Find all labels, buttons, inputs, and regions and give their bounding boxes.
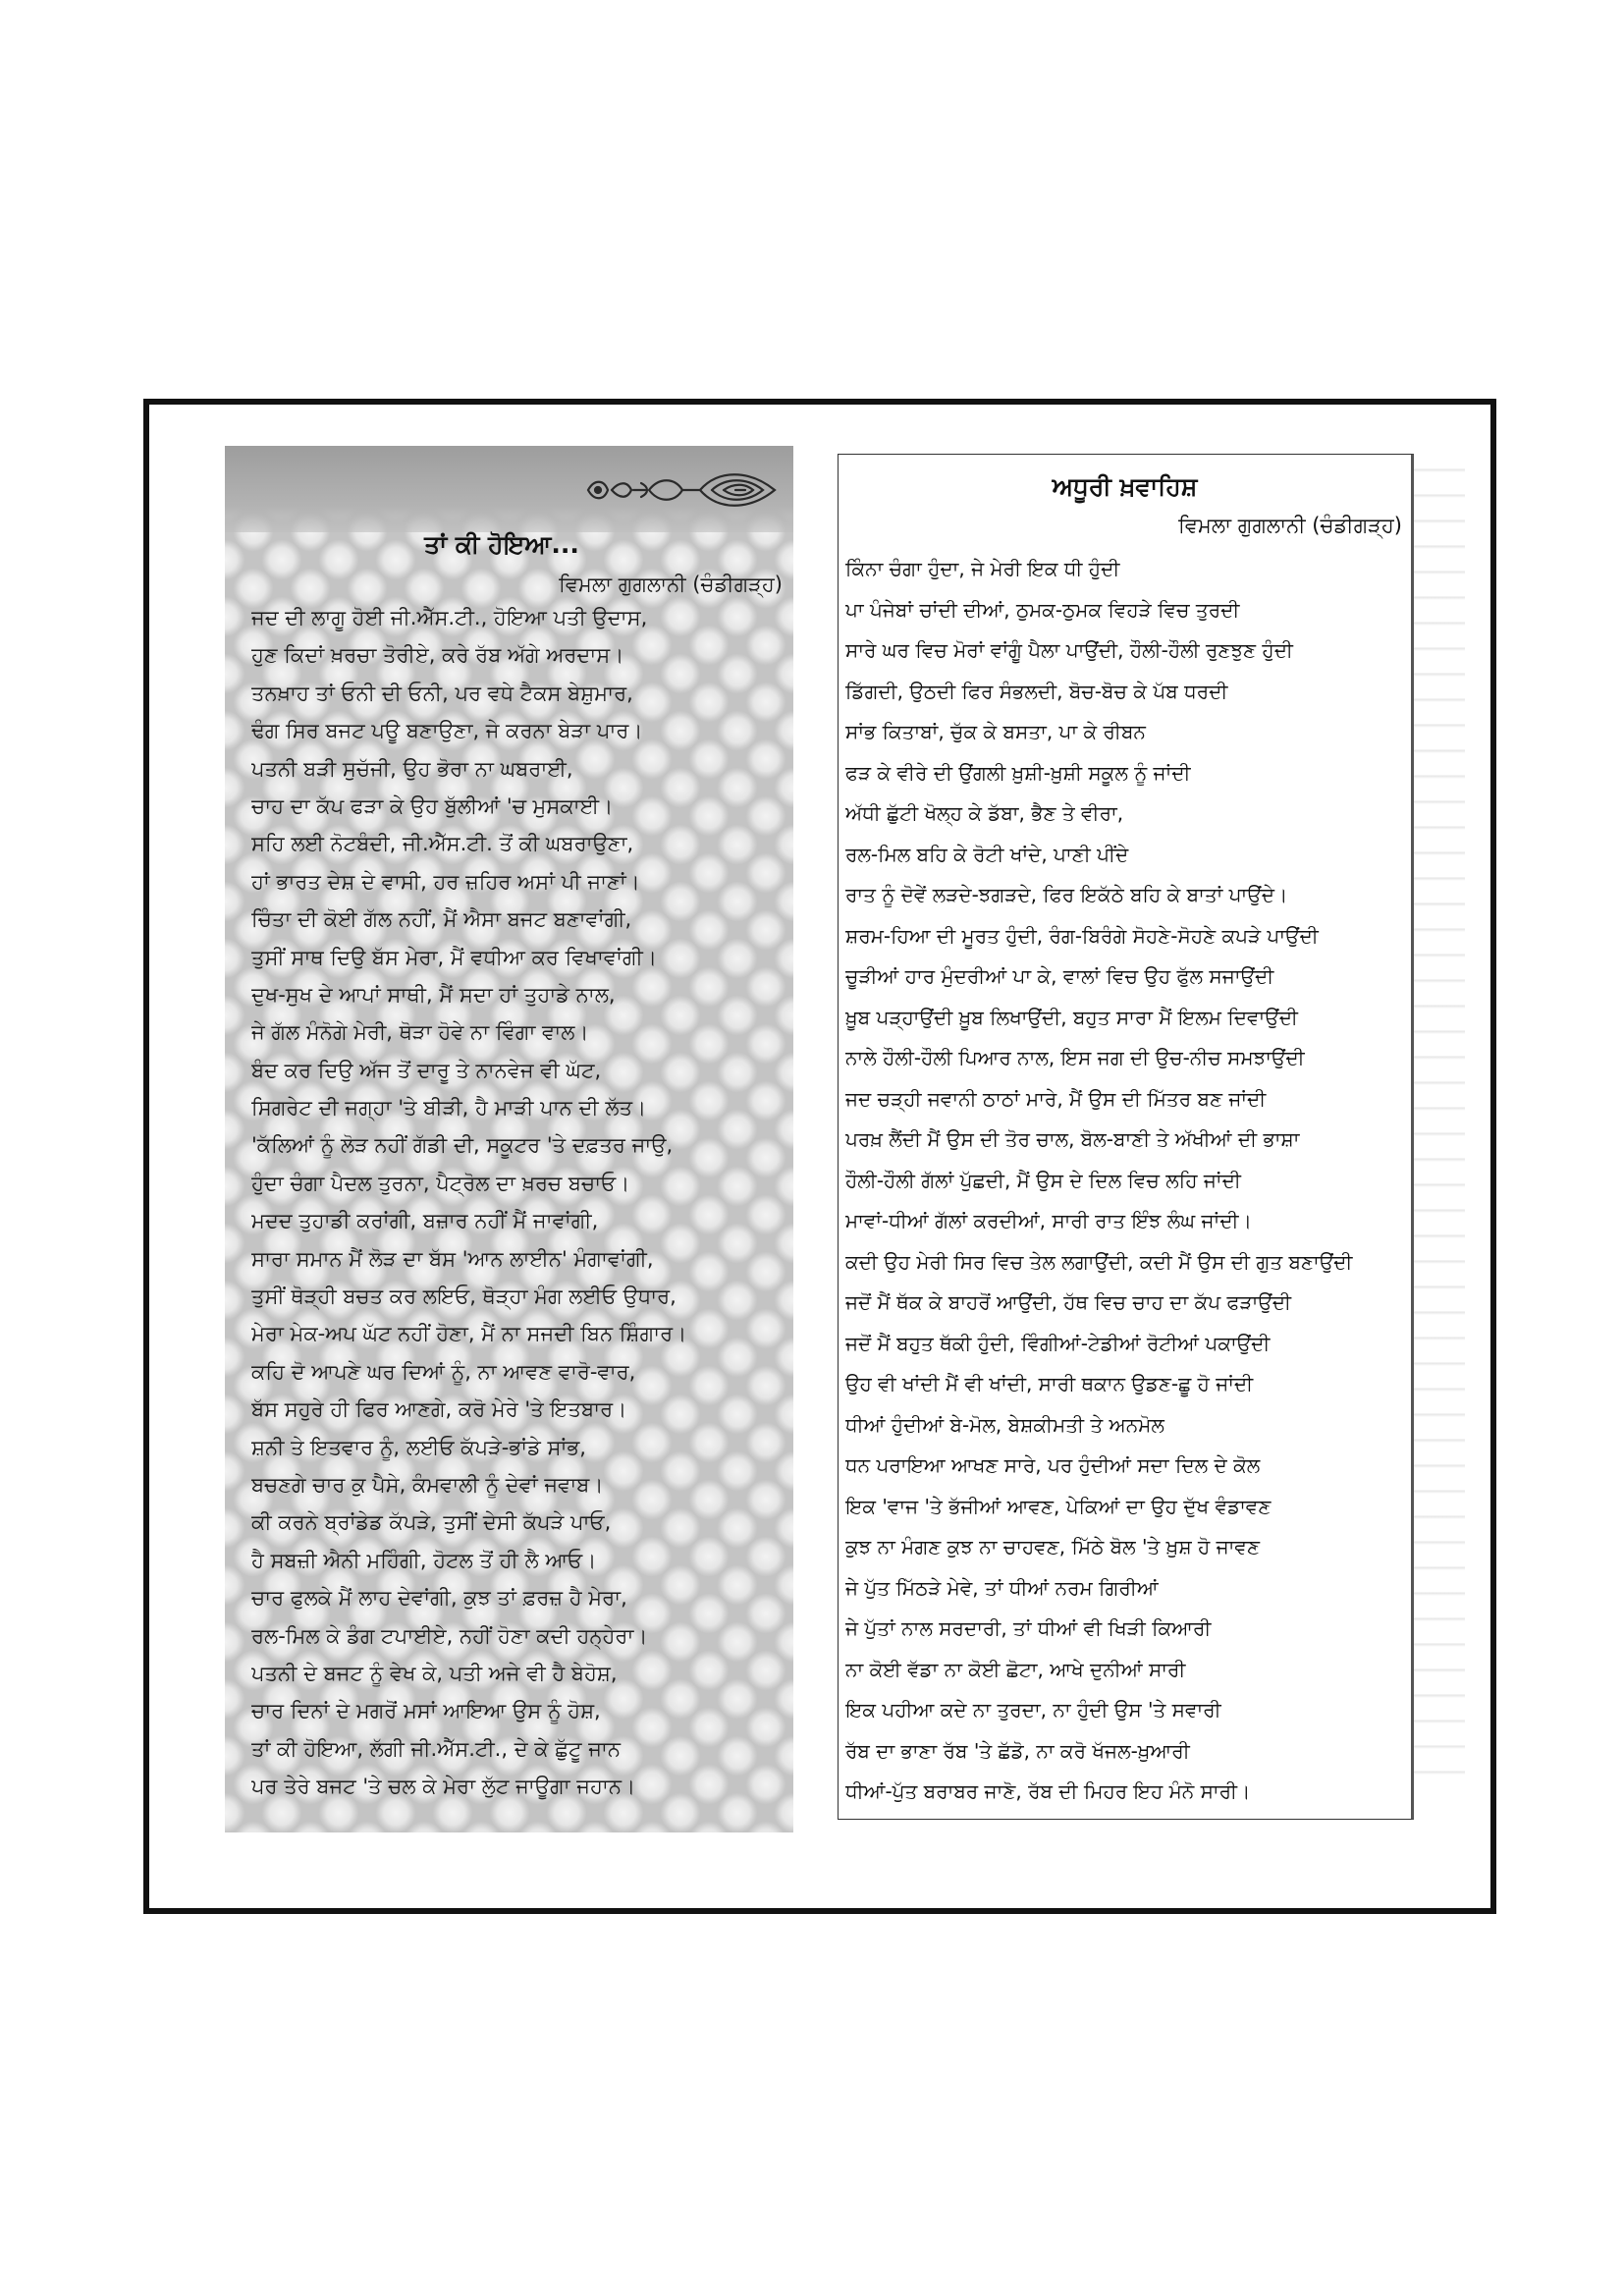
poem-line: ਨਾ ਕੋਈ ਵੱਡਾ ਨਾ ਕੋਈ ਛੋਟਾ, ਆਖੇ ਦੁਨੀਆਂ ਸਾਰੀ bbox=[845, 1657, 1186, 1681]
poem-line: ਸਿਗਰੇਟ ਦੀ ਜਗ੍ਹਾ 'ਤੇ ਬੀੜੀ, ਹੈ ਮਾੜੀ ਪਾਨ ਦੀ ਲੱਤ। bbox=[251, 1096, 647, 1121]
poem-line: ਚਾਰ ਫੁਲਕੇ ਮੈਂ ਲਾਹ ਦੇਵਾਂਗੀ, ਕੁਝ ਤਾਂ ਫ਼ਰਜ਼ ਹੈ ਮੇਰਾ, bbox=[251, 1586, 627, 1611]
poem-line: ਕਹਿ ਦੋ ਆਪਣੇ ਘਰ ਦਿਆਂ ਨੂੰ, ਨਾ ਆਵਣ ਵਾਰੋ-ਵਾਰ, bbox=[251, 1359, 636, 1384]
poem-line: ਤਾਂ ਕੀ ਹੋਇਆ, ਲੱਗੀ ਜੀ.ਐੱਸ.ਟੀ., ਦੇ ਕੇ ਛੁੱਟੂ ਜਾਨ bbox=[251, 1736, 622, 1761]
poem-line: ਪਤਨੀ ਦੇ ਬਜਟ ਨੂੰ ਵੇਖ ਕੇ, ਪਤੀ ਅਜੇ ਵੀ ਹੈ ਬੇਹੋਸ਼, bbox=[251, 1661, 618, 1685]
poem-line: ਜਦੋਂ ਮੈਂ ਥੱਕ ਕੇ ਬਾਹਰੋਂ ਆਉਂਦੀ, ਹੱਥ ਵਿਚ ਚਾਹ ਦਾ ਕੱਪ ਫੜਾਉਂਦੀ bbox=[845, 1290, 1292, 1314]
poem-line: ਜੇ ਪੁੱਤ ਮਿੱਠੜੇ ਮੇਵੇ, ਤਾਂ ਧੀਆਂ ਨਰਮ ਗਿਰੀਆਂ bbox=[845, 1575, 1159, 1600]
poem-line: ਹੌਲੀ-ਹੌਲੀ ਗੱਲਾਂ ਪੁੱਛਦੀ, ਮੈਂ ਉਸ ਦੇ ਦਿਲ ਵਿਚ ਲਹਿ ਜਾਂਦੀ bbox=[845, 1168, 1241, 1192]
poem-title: ਤਾਂ ਕੀ ਹੋਇਆ... bbox=[424, 530, 579, 559]
poem-line: ਸਾਰਾ ਸਮਾਨ ਮੈਂ ਲੋੜ ਦਾ ਬੱਸ 'ਆਨ ਲਾਈਨ' ਮੰਗਾਵਾਂਗੀ, bbox=[251, 1246, 654, 1271]
poem-line: ਹਾਂ ਭਾਰਤ ਦੇਸ਼ ਦੇ ਵਾਸੀ, ਹਰ ਜ਼ਹਿਰ ਅਸਾਂ ਪੀ ਜਾਣਾਂ। bbox=[251, 869, 640, 894]
poem-line: ਚੂੜੀਆਂ ਹਾਰ ਮੁੰਦਰੀਆਂ ਪਾ ਕੇ, ਵਾਲਾਂ ਵਿਚ ਉਹ ਫੁੱਲ ਸਜਾਉਂਦੀ bbox=[845, 964, 1274, 988]
poem-line: ਖ਼ੂਬ ਪੜ੍ਹਾਉਂਦੀ ਖ਼ੂਬ ਲਿਖਾਉਂਦੀ, ਬਹੁਤ ਸਾਰਾ ਮੈਂ ਇਲਮ ਦਿਵਾਉਂਦੀ bbox=[845, 1005, 1298, 1029]
poem-line: ਸਾਰੇ ਘਰ ਵਿਚ ਮੋਰਾਂ ਵਾਂਗੂੰ ਪੈਲਾ ਪਾਉਂਦੀ, ਹੌਲੀ-ਹੌਲੀ ਰੁਣਝੁਣ ਹੁੰਦੀ bbox=[845, 638, 1293, 662]
poem-line: ਰਲ-ਮਿਲ ਬਹਿ ਕੇ ਰੋਟੀ ਖਾਂਦੇ, ਪਾਣੀ ਪੀਂਦੇ bbox=[845, 842, 1129, 866]
poem-line: ਫੜ ਕੇ ਵੀਰੇ ਦੀ ਉਂਗਲੀ ਖ਼ੁਸ਼ੀ-ਖ਼ੁਸ਼ੀ ਸਕੂਲ ਨੂੰ ਜਾਂਦੀ bbox=[845, 760, 1191, 785]
poem-line: ਜੇ ਗੱਲ ਮੰਨੋਗੇ ਮੇਰੀ, ਥੋੜਾ ਹੋਵੇ ਨਾ ਵਿੰਗਾ ਵਾਲ। bbox=[251, 1020, 589, 1045]
poem-line: ਪਾ ਪੰਜੇਬਾਂ ਚਾਂਦੀ ਦੀਆਂ, ਠੁਮਕ-ਠੁਮਕ ਵਿਹੜੇ ਵਿਚ ਤੁਰਦੀ bbox=[845, 597, 1240, 622]
poem-line: ਚਾਰ ਦਿਨਾਂ ਦੇ ਮਗਰੋਂ ਮਸਾਂ ਆਇਆ ਉਸ ਨੂੰ ਹੋਸ਼, bbox=[251, 1699, 601, 1723]
poem-line: ਨਾਲੇ ਹੌਲੀ-ਹੌਲੀ ਪਿਆਰ ਨਾਲ, ਇਸ ਜਗ ਦੀ ਉਚ-ਨੀਚ ਸਮਝਾਉਂਦੀ bbox=[845, 1046, 1305, 1069]
poem-line: ਕੀ ਕਰਨੇ ਬ੍ਰਾਂਡੇਡ ਕੱਪੜੇ, ਤੁਸੀਂ ਦੇਸੀ ਕੱਪੜੇ ਪਾਓ, bbox=[251, 1510, 612, 1535]
poem-line: ਕਦੀ ਉਹ ਮੇਰੀ ਸਿਰ ਵਿਚ ਤੇਲ ਲਗਾਉਂਦੀ, ਕਦੀ ਮੈਂ ਉਸ ਦੀ ਗੁਤ ਬਣਾਉਂਦੀ bbox=[845, 1249, 1353, 1274]
poem-line: ਤੁਸੀਂ ਸਾਥ ਦਿਉ ਬੱਸ ਮੇਰਾ, ਮੈਂ ਵਧੀਆ ਕਰ ਵਿਖਾਵਾਂਗੀ। bbox=[251, 945, 658, 969]
poem-line: ਤੁਸੀਂ ਥੋੜ੍ਹੀ ਬਚਤ ਕਰ ਲਇਓ, ਥੋੜ੍ਹਾ ਮੰਗ ਲਈਓ ਉਧਾਰ, bbox=[251, 1285, 677, 1309]
poem-author: ਵਿਮਲਾ ਗੁਗਲਾਨੀ (ਚੰਡੀਗੜ੍ਹ) bbox=[1178, 514, 1402, 537]
poem-line: ਧਨ ਪਰਾਇਆ ਆਖਣ ਸਾਰੇ, ਪਰ ਹੁੰਦੀਆਂ ਸਦਾ ਦਿਲ ਦੇ ਕੋਲ bbox=[845, 1453, 1261, 1477]
poem-line: ਸ਼ਰਮ-ਹਿਆ ਦੀ ਮੂਰਤ ਹੁੰਦੀ, ਰੰਗ-ਬਿਰੰਗੇ ਸੋਹਣੇ-ਸੋਹਣੇ ਕਪੜੇ ਪਾਉਂਦੀ bbox=[845, 923, 1319, 948]
poem-line: ਮਦਦ ਤੁਹਾਡੀ ਕਰਾਂਗੀ, ਬਜ਼ਾਰ ਨਹੀਂ ਮੈਂ ਜਾਵਾਂਗੀ, bbox=[251, 1209, 599, 1233]
poem-line: ਉਹ ਵੀ ਖਾਂਦੀ ਮੈਂ ਵੀ ਖਾਂਦੀ, ਸਾਰੀ ਥਕਾਨ ਉਡਣ-ਛੂ ਹੋ ਜਾਂਦੀ bbox=[845, 1372, 1254, 1395]
poem-line: ਰੱਬ ਦਾ ਭਾਣਾ ਰੱਬ 'ਤੇ ਛੱਡੋ, ਨਾ ਕਰੋ ਖੱਜਲ-ਖ਼ੁਆਰੀ bbox=[845, 1738, 1190, 1763]
poem-line: ਸਹਿ ਲਈ ਨੋਟਬੰਦੀ, ਜੀ.ਐੱਸ.ਟੀ. ਤੋਂ ਕੀ ਘਬਰਾਉਣਾ, bbox=[251, 832, 634, 856]
floral-ornament-icon bbox=[580, 467, 785, 513]
poem-line: 'ਕੱਲਿਆਂ ਨੂੰ ਲੋੜ ਨਹੀਂ ਗੱਡੀ ਦੀ, ਸਕੂਟਰ 'ਤੇ ਦਫ਼ਤਰ ਜਾਉ, bbox=[251, 1133, 674, 1158]
poem-line: ਜਦ ਦੀ ਲਾਗੂ ਹੋਈ ਜੀ.ਐੱਸ.ਟੀ., ਹੋਇਆ ਪਤੀ ਉਦਾਸ, bbox=[251, 606, 648, 629]
poem-line: ਇਕ 'ਵਾਜ 'ਤੇ ਭੱਜੀਆਂ ਆਵਣ, ਪੇਕਿਆਂ ਦਾ ਉਹ ਦੁੱਖ ਵੰਡਾਵਣ bbox=[845, 1494, 1272, 1518]
poem-line: ਹੁੰਦਾ ਚੰਗਾ ਪੈਦਲ ਤੁਰਨਾ, ਪੈਟ੍ਰੋਲ ਦਾ ਖ਼ਰਚ ਬਚਾਓ। bbox=[251, 1171, 630, 1195]
poem-line: ਜਦੋਂ ਮੈਂ ਬਹੁਤ ਥੱਕੀ ਹੁੰਦੀ, ਵਿੰਗੀਆਂ-ਟੇਡੀਆਂ ਰੋਟੀਆਂ ਪਕਾਉਂਦੀ bbox=[845, 1331, 1271, 1355]
poem-line: ਢੰਗ ਸਿਰ ਬਜਟ ਪਊ ਬਣਾਉਣਾ, ਜੇ ਕਰਨਾ ਬੇੜਾ ਪਾਰ। bbox=[251, 719, 643, 743]
poem-line: ਕੁਝ ਨਾ ਮੰਗਣ ਕੁਝ ਨਾ ਚਾਹਵਣ, ਮਿੱਠੇ ਬੋਲ 'ਤੇ ਖ਼ੁਸ਼ ਹੋ ਜਾਵਣ bbox=[845, 1535, 1260, 1558]
poem-line: ਸਾਂਭ ਕਿਤਾਬਾਂ, ਚੁੱਕ ਕੇ ਬਸਤਾ, ਪਾ ਕੇ ਰੀਬਨ bbox=[845, 720, 1146, 743]
poem-line: ਚਿੰਤਾ ਦੀ ਕੋਈ ਗੱਲ ਨਹੀਂ, ਮੈਂ ਐਸਾ ਬਜਟ ਬਣਾਵਾਂਗੀ, bbox=[251, 907, 632, 932]
poem-line: ਬਚਣਗੇ ਚਾਰ ਕੁ ਪੈਸੇ, ਕੰਮਵਾਲੀ ਨੂੰ ਦੇਵਾਂ ਜਵਾਬ। bbox=[251, 1472, 604, 1497]
left-clipping bbox=[225, 446, 793, 1832]
poem-author: ਵਿਮਲਾ ਗੁਗਲਾਨੀ (ਚੰਡੀਗੜ੍ਹ) bbox=[559, 573, 783, 596]
poem-line: ਕਿੰਨਾ ਚੰਗਾ ਹੁੰਦਾ, ਜੇ ਮੇਰੀ ਇਕ ਧੀ ਹੁੰਦੀ bbox=[845, 557, 1120, 580]
poem-line: ਮੇਰਾ ਮੇਕ-ਅਪ ਘੱਟ ਨਹੀਂ ਹੋਣਾ, ਮੈਂ ਨਾ ਸਜਦੀ ਬਿਨ ਸ਼ਿੰਗਾਰ। bbox=[251, 1322, 687, 1346]
poem-line: ਸ਼ਨੀ ਤੇ ਇਤਵਾਰ ਨੂੰ, ਲਈਓ ਕੱਪੜੇ-ਭਾਂਡੇ ਸਾਂਭ, bbox=[251, 1435, 586, 1459]
scan-bleed-through bbox=[1414, 447, 1465, 1782]
poem-line: ਅੱਧੀ ਛੁੱਟੀ ਖੋਲ੍ਹ ਕੇ ਡੱਬਾ, ਭੈਣ ਤੇ ਵੀਰਾ, bbox=[845, 801, 1124, 825]
poem-body bbox=[845, 549, 1408, 1813]
poem-line: ਪਤਨੀ ਬੜੀ ਸੁਚੱਜੀ, ਉਹ ਭੋਰਾ ਨਾ ਘਬਰਾਈ, bbox=[251, 756, 573, 781]
poem-line: ਬੱਸ ਸਹੁਰੇ ਹੀ ਫਿਰ ਆਣਗੇ, ਕਰੋ ਮੇਰੇ 'ਤੇ ਇਤਬਾਰ। bbox=[251, 1397, 627, 1422]
poem-line: ਹੈ ਸਬਜ਼ੀ ਐਨੀ ਮਹਿੰਗੀ, ਹੋਟਲ ਤੋਂ ਹੀ ਲੈ ਆਓ। bbox=[251, 1548, 597, 1572]
poem-line: ਰਾਤ ਨੂੰ ਦੋਵੇਂ ਲੜਦੇ-ਝਗੜਦੇ, ਫਿਰ ਇਕੱਠੇ ਬਹਿ ਕੇ ਬਾਤਾਂ ਪਾਉਂਦੇ। bbox=[845, 883, 1288, 906]
poem-line: ਚਾਹ ਦਾ ਕੱਪ ਫੜਾ ਕੇ ਉਹ ਬੁੱਲੀਆਂ 'ਚ ਮੁਸਕਾਈ। bbox=[251, 793, 614, 818]
poem-line: ਜਦ ਚੜ੍ਹੀ ਜਵਾਨੀ ਠਾਠਾਂ ਮਾਰੇ, ਮੈਂ ਉਸ ਦੀ ਮਿੱਤਰ ਬਣ ਜਾਂਦੀ bbox=[845, 1086, 1267, 1111]
poem-line: ਧੀਆਂ-ਪੁੱਤ ਬਰਾਬਰ ਜਾਣੋ, ਰੱਬ ਦੀ ਮਿਹਰ ਇਹ ਮੰਨੋ ਸਾਰੀ। bbox=[845, 1779, 1251, 1803]
poem-line: ਹੁਣ ਕਿਦਾਂ ਖ਼ਰਚਾ ਤੋਰੀਏ, ਕਰੇ ਰੱਬ ਅੱਗੇ ਅਰਦਾਸ। bbox=[251, 643, 624, 668]
poem-line: ਰਲ-ਮਿਲ ਕੇ ਡੰਗ ਟਪਾਈਏ, ਨਹੀਂ ਹੋਣਾ ਕਦੀ ਹਨ੍ਹੇਰਾ। bbox=[251, 1623, 648, 1648]
poem-title: ਅਧੂਰੀ ਖ਼ਵਾਹਿਸ਼ bbox=[1052, 472, 1198, 501]
poem-line: ਪਰਖ਼ ਲੈਂਦੀ ਮੈਂ ਉਸ ਦੀ ਤੋਰ ਚਾਲ, ਬੋਲ-ਬਾਣੀ ਤੇ ਅੱਖੀਆਂ ਦੀ ਭਾਸ਼ਾ bbox=[845, 1127, 1300, 1151]
poem-line: ਇਕ ਪਹੀਆ ਕਦੇ ਨਾ ਤੁਰਦਾ, ਨਾ ਹੁੰਦੀ ਉਸ 'ਤੇ ਸਵਾਰੀ bbox=[845, 1698, 1221, 1722]
poem-line: ਪਰ ਤੇਰੇ ਬਜਟ 'ਤੇ ਚਲ ਕੇ ਮੇਰਾ ਲੁੱਟ ਜਾਊਗਾ ਜਹਾਨ। bbox=[251, 1775, 636, 1799]
poem-body bbox=[251, 599, 787, 1806]
right-clipping bbox=[838, 454, 1414, 1820]
poem-line: ਮਾਵਾਂ-ਧੀਆਂ ਗੱਲਾਂ ਕਰਦੀਆਂ, ਸਾਰੀ ਰਾਤ ਇੰਝ ਲੰਘ ਜਾਂਦੀ। bbox=[845, 1209, 1252, 1232]
poem-line: ਡਿੱਗਦੀ, ਉਠਦੀ ਫਿਰ ਸੰਭਲਦੀ, ਬੋਚ-ਬੋਚ ਕੇ ਪੱਬ ਧਰਦੀ bbox=[845, 679, 1228, 703]
poem-line: ਧੀਆਂ ਹੁੰਦੀਆਂ ਬੇ-ਮੋਲ, ਬੇਸ਼ਕੀਮਤੀ ਤੇ ਅਨਮੋਲ bbox=[845, 1412, 1164, 1437]
poem-line: ਤਨਖ਼ਾਹ ਤਾਂ ਓਨੀ ਦੀ ਓਨੀ, ਪਰ ਵਧੇ ਟੈਕਸ ਬੇਸ਼ੁਮਾਰ, bbox=[251, 681, 633, 705]
poem-line: ਦੁਖ-ਸੁਖ ਦੇ ਆਪਾਂ ਸਾਥੀ, ਮੈਂ ਸਦਾ ਹਾਂ ਤੁਹਾਡੇ ਨਾਲ, bbox=[251, 982, 616, 1007]
poem-line: ਬੰਦ ਕਰ ਦਿਉ ਅੱਜ ਤੋਂ ਦਾਰੂ ਤੇ ਨਾਨਵੇਜ ਵੀ ਘੱਟ, bbox=[251, 1058, 602, 1082]
poem-line: ਜੇ ਪੁੱਤਾਂ ਨਾਲ ਸਰਦਾਰੀ, ਤਾਂ ਧੀਆਂ ਵੀ ਖਿੜੀ ਕਿਆਰੀ bbox=[845, 1616, 1212, 1640]
